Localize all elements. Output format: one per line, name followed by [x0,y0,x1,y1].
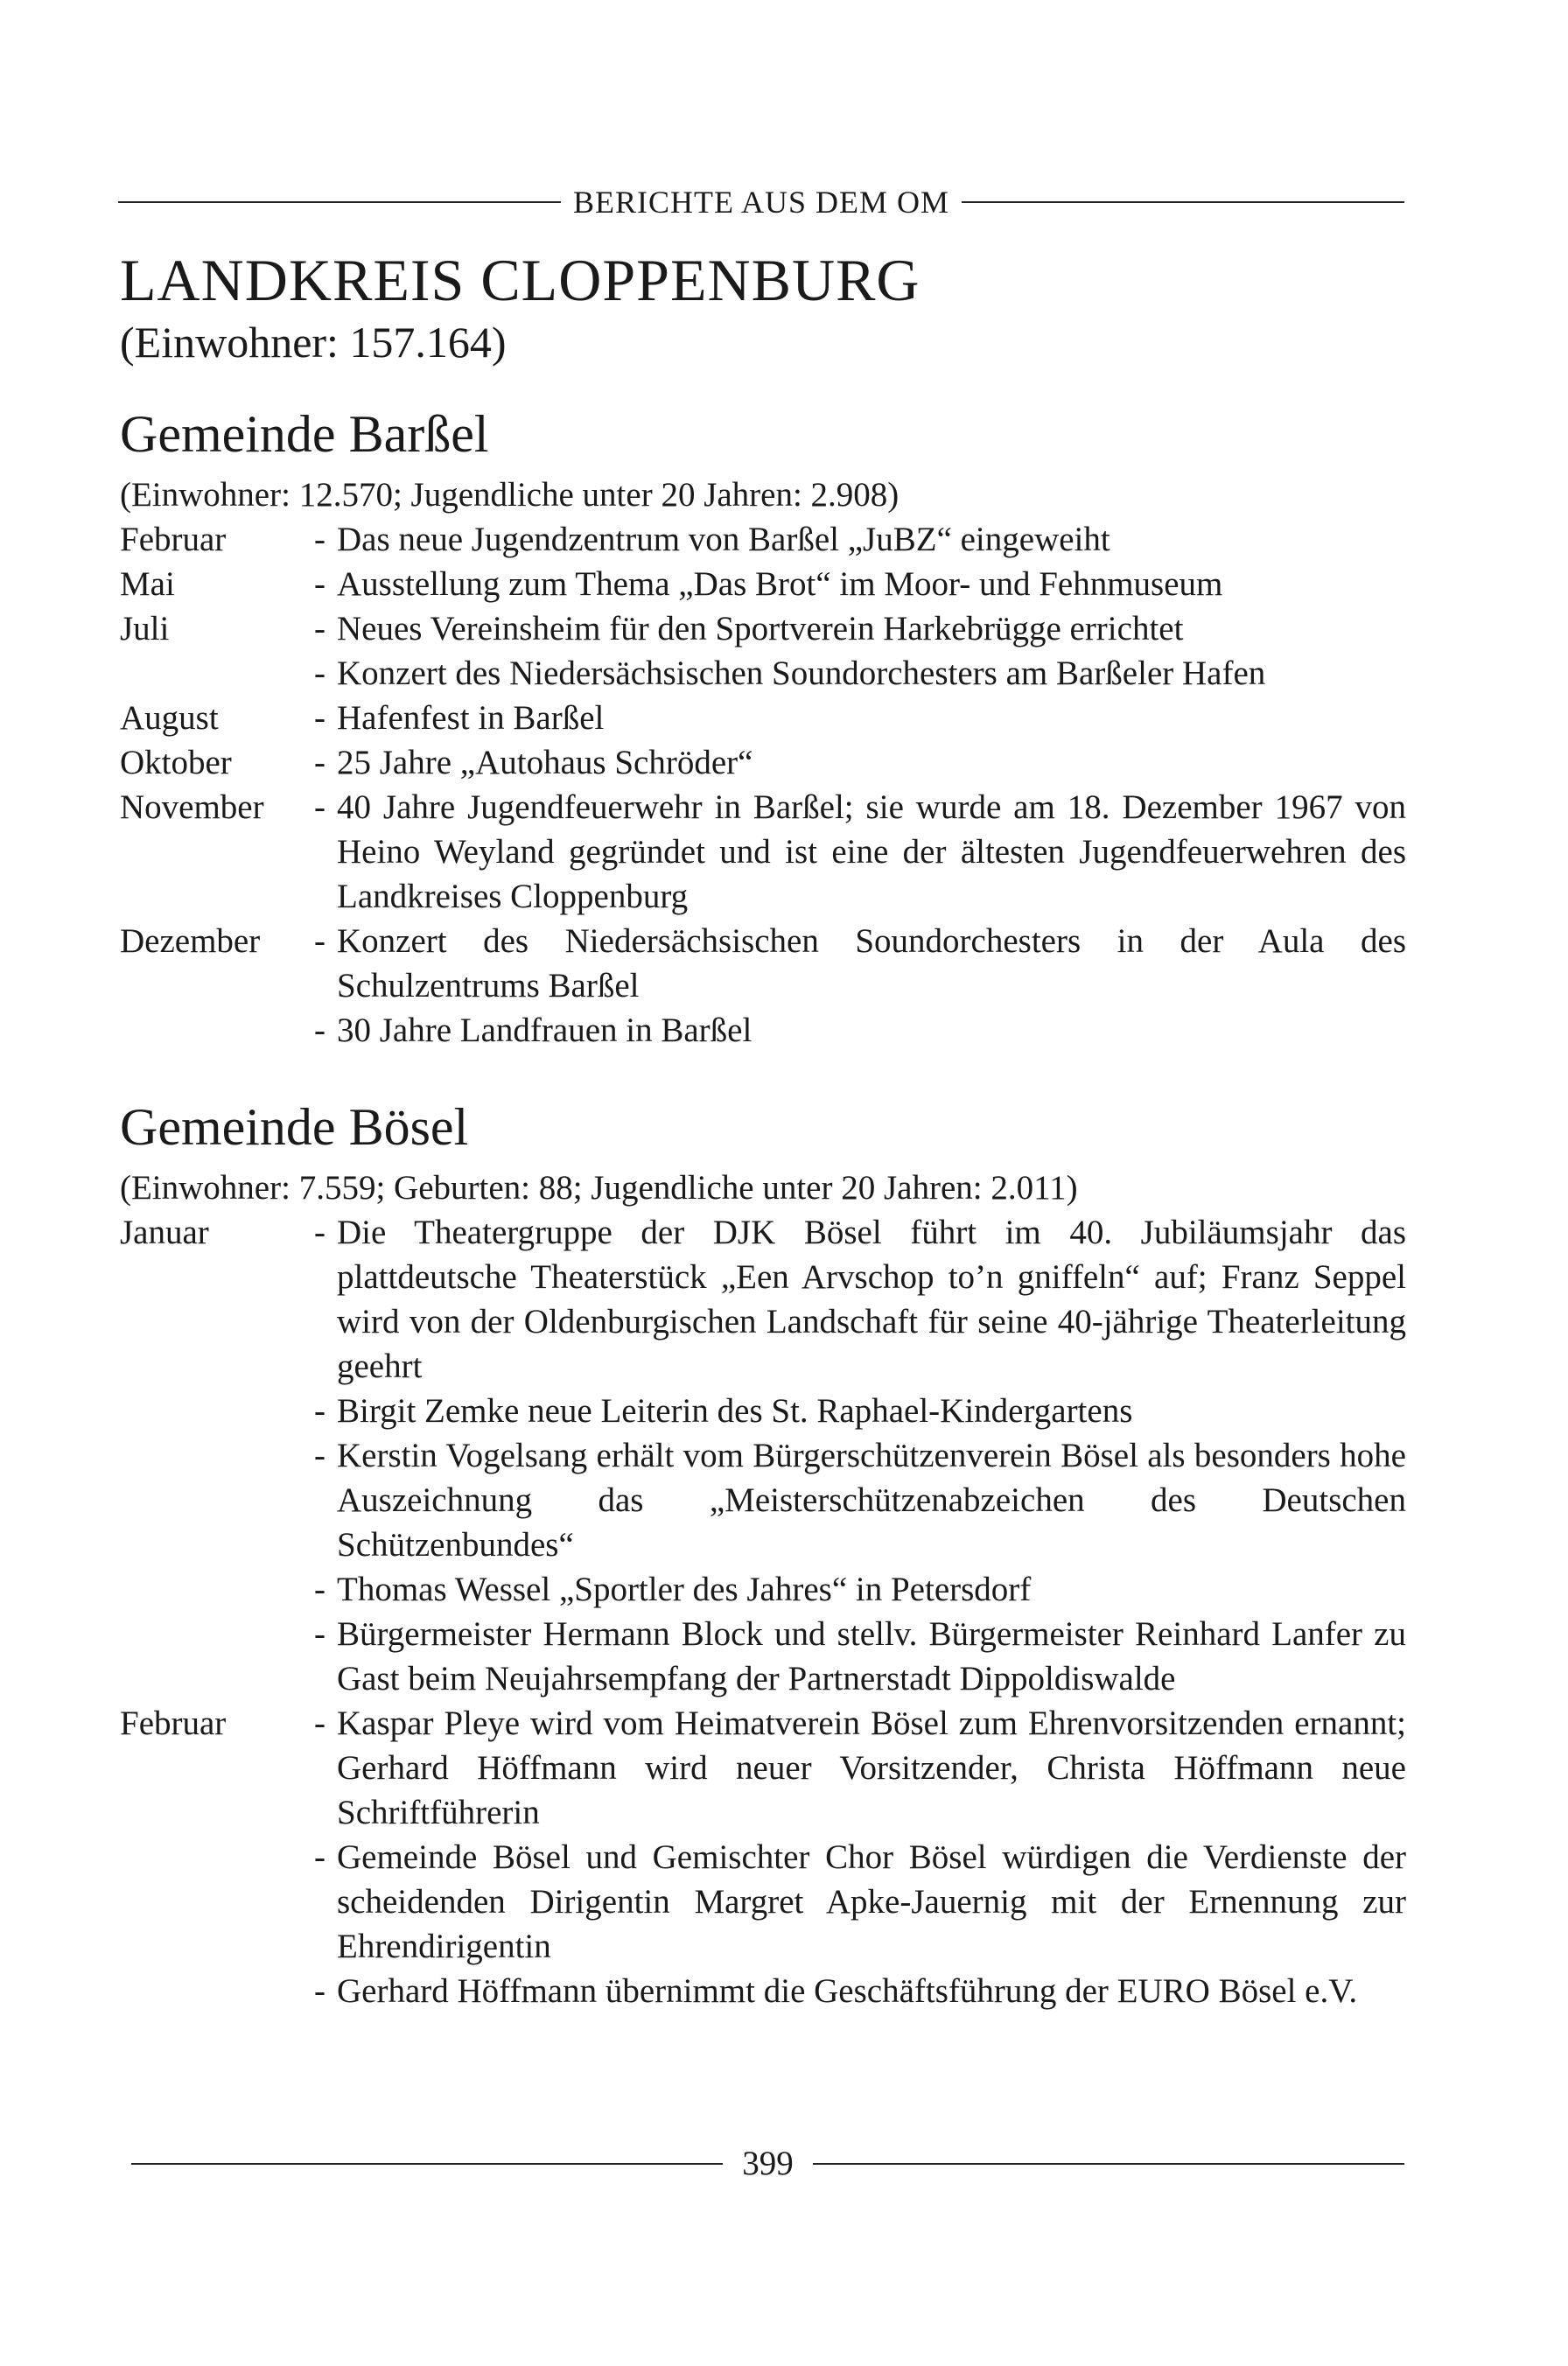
entry-text: Birgit Zemke neue Leiterin des St. Raphael-Kindergartens [337,1392,1133,1430]
entry-dash: - [314,1012,326,1049]
list-item [120,1701,1406,1835]
entry-dash: - [314,1972,326,2010]
district-population: (Einwohner: 157.164) [120,318,507,367]
entry-text: Konzert des Niedersächsischen Soundorchesters am Barßeler Hafen [337,654,1266,692]
entry-list [120,517,1406,1053]
entry-month: Oktober [120,744,232,781]
entry-dash: - [314,1838,326,1876]
entry-month: Januar [120,1214,209,1251]
section-barssel [120,405,1406,1053]
list-item [120,606,1406,651]
list-item [120,1433,1406,1567]
entry-text: Gemeinde Bösel und Gemischter Chor Bösel würdigen die Verdienste der scheidenden Dirigentin Margret Apke-Jauernig mit der Ernennung zur Ehrendirigentin [337,1838,1406,1965]
list-item [120,1969,1406,2013]
entry-text: 40 Jahre Jugendfeuerwehr in Barßel; sie wurde am 18. Dezember 1967 von Heino Weyland gegründet und ist eine der ältesten Jugendfeuerwehren des Landkreises Cloppenburg [337,788,1406,915]
running-header [118,184,1404,220]
entry-text: Hafenfest in Barßel [337,699,605,737]
entry-text: 25 Jahre „Autohaus Schröder“ [337,744,753,781]
entry-dash: - [314,1392,326,1430]
entry-text: Kerstin Vogelsang erhält vom Bürgerschützenverein Bösel als besonders hohe Auszeichnung das „Meisterschützenabzeichen des Deutschen Schützenbundes“ [337,1437,1406,1564]
entry-dash: - [314,521,326,558]
entry-month: Februar [120,521,227,558]
entry-dash: - [314,699,326,737]
entry-dash: - [314,1615,326,1653]
district-title: LANDKREIS CLOPPENBURG [120,247,920,313]
header-rule-right [962,201,1404,203]
entry-text: Neues Vereinsheim für den Sportverein Harkebrügge errichtet [337,610,1184,648]
entry-dash: - [314,922,326,960]
list-item [120,785,1406,919]
list-item [120,1210,1406,1389]
list-item [120,651,1406,696]
entry-dash: - [314,654,326,692]
entry-list [120,1210,1406,2013]
entry-dash: - [314,788,326,826]
list-item [120,740,1406,785]
entry-text: 30 Jahre Landfrauen in Barßel [337,1012,752,1049]
entry-dash: - [314,1214,326,1251]
section-stats: (Einwohner: 7.559; Geburten: 88; Jugendliche unter 20 Jahren: 2.011) [120,1169,1078,1207]
section-stats: (Einwohner: 12.570; Jugendliche unter 20 Jahren: 2.908) [120,476,900,514]
entry-text: Gerhard Höffmann übernimmt die Geschäftsführung der EURO Bösel e.V. [337,1972,1358,2010]
section-boesel [120,1098,1406,2013]
entry-text: Die Theatergruppe der DJK Bösel führt im 40. Jubiläumsjahr das plattdeutsche Theaterstück „Een Arvschop to’n gniffeln“ auf; Franz Seppel wird von der Oldenburgischen Landschaft für seine 40-jährige Theaterleitung geehrt [337,1214,1406,1385]
section-title: Gemeinde Barßel [120,405,489,463]
list-item [120,1008,1406,1053]
entry-month: Februar [120,1704,227,1742]
page-footer [131,2144,1404,2183]
entry-text: Bürgermeister Hermann Block und stellv. Bürgermeister Reinhard Lanfer zu Gast beim Neujahrsempfang der Partnerstadt Dippoldiswalde [337,1615,1406,1698]
footer-rule-right [813,2163,1404,2165]
list-item [120,1567,1406,1612]
entry-month: Dezember [120,922,261,960]
footer-rule-left [131,2163,723,2165]
entry-dash: - [314,1571,326,1608]
section-title: Gemeinde Bösel [120,1098,469,1156]
header-rule-left [118,201,561,203]
entry-dash: - [314,1704,326,1742]
list-item [120,919,1406,1008]
list-item [120,562,1406,606]
entry-text: Das neue Jugendzentrum von Barßel „JuBZ“ eingeweiht [337,521,1110,558]
entry-dash: - [314,565,326,603]
entry-month: November [120,788,264,826]
list-item [120,1612,1406,1701]
entry-month: Mai [120,565,175,603]
running-title: BERICHTE AUS DEM OM [572,185,950,220]
entry-text: Kaspar Pleye wird vom Heimatverein Bösel zum Ehrenvorsitzenden ernannt; Gerhard Höffmann wird neuer Vorsitzender, Christa Höffmann neue Schriftführerin [337,1704,1406,1831]
entry-dash: - [314,1437,326,1474]
list-item [120,1835,1406,1969]
list-item [120,1389,1406,1433]
entry-text: Konzert des Niedersächsischen Soundorchesters in der Aula des Schulzentrums Barßel [337,922,1406,1004]
entry-month: Juli [120,610,170,648]
entry-month: August [120,699,219,737]
entry-text: Ausstellung zum Thema „Das Brot“ im Moor- und Fehnmuseum [337,565,1223,603]
entry-text: Thomas Wessel „Sportler des Jahres“ in Petersdorf [337,1571,1032,1608]
entry-dash: - [314,744,326,781]
list-item [120,517,1406,562]
list-item [120,696,1406,740]
entry-dash: - [314,610,326,648]
page-number: 399 [742,2145,794,2182]
